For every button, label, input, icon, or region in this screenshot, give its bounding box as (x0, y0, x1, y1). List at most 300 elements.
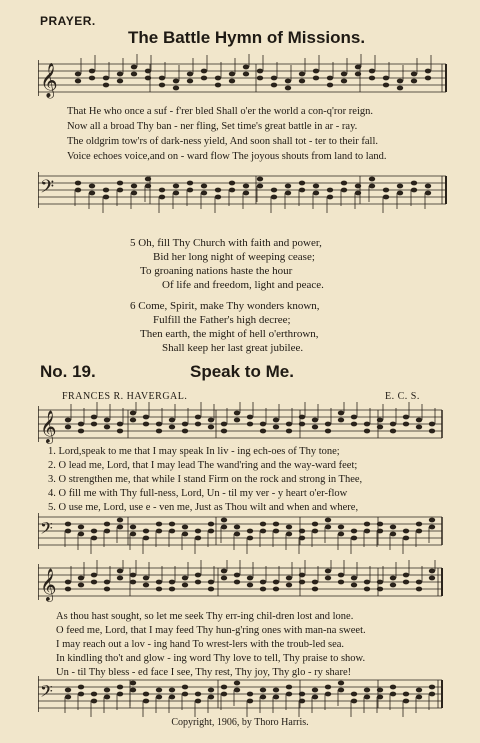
notehead (104, 688, 110, 693)
notehead (273, 418, 279, 423)
notehead (377, 529, 383, 534)
notehead (65, 425, 71, 430)
notehead (273, 695, 279, 700)
notehead (143, 699, 149, 704)
copyright-notice: Copyright, 1906, by Thoro Harris. (171, 717, 309, 728)
notehead (327, 76, 333, 81)
notehead (364, 522, 370, 527)
notehead (221, 569, 227, 574)
notehead (156, 529, 162, 534)
notehead (208, 587, 214, 592)
notehead (364, 688, 370, 693)
notehead (285, 86, 291, 91)
notehead (169, 695, 175, 700)
notehead (195, 580, 201, 585)
hymn1-bass-staff (38, 166, 468, 216)
notehead (130, 580, 136, 585)
notehead (247, 529, 253, 534)
notehead (416, 418, 422, 423)
notehead (351, 576, 357, 581)
notehead (260, 580, 266, 585)
notehead (312, 418, 318, 423)
stanza5-line-3: To groaning nations haste the hour (140, 265, 293, 277)
hymn2-number: No. 19. (40, 362, 96, 381)
notehead (247, 536, 253, 541)
notehead (182, 685, 188, 690)
hymn1-treble-staff (38, 54, 468, 104)
notehead (234, 688, 240, 693)
notehead (131, 191, 137, 196)
notehead (65, 587, 71, 592)
notehead (416, 425, 422, 430)
notehead (312, 529, 318, 534)
notehead (104, 580, 110, 585)
notehead (383, 188, 389, 193)
notehead (338, 681, 344, 686)
stanza6-line-3: Then earth, the might of hell o'erthrown, (140, 328, 319, 340)
notehead (355, 191, 361, 196)
notehead (325, 525, 331, 530)
notehead (117, 429, 123, 434)
notehead (299, 79, 305, 84)
notehead (369, 177, 375, 182)
notehead (377, 688, 383, 693)
notehead (143, 529, 149, 534)
hymn1-lyric-3: The oldgrim tow'rs of dark-ness yield, And soon shall tot - ter to their fall. (67, 136, 379, 147)
notehead (257, 184, 263, 189)
notehead (260, 587, 266, 592)
notehead (208, 688, 214, 693)
notehead (104, 522, 110, 527)
svg-text:𝄞: 𝄞 (40, 568, 57, 601)
notehead (351, 536, 357, 541)
notehead (117, 685, 123, 690)
hymn1-title: The Battle Hymn of Missions. (128, 28, 366, 47)
stanza5-line-2: Bid her long night of weeping cease; (153, 251, 315, 263)
notehead (130, 688, 136, 693)
notehead (243, 184, 249, 189)
notehead (260, 429, 266, 434)
notehead (390, 532, 396, 537)
notehead (156, 580, 162, 585)
notehead (159, 195, 165, 200)
notehead (403, 692, 409, 697)
notehead (201, 76, 207, 81)
notehead (243, 72, 249, 77)
notehead (273, 580, 279, 585)
notehead (78, 422, 84, 427)
notehead (313, 191, 319, 196)
svg-text:𝄢: 𝄢 (40, 518, 53, 542)
notehead (286, 422, 292, 427)
notehead (208, 580, 214, 585)
notehead (341, 181, 347, 186)
notehead (234, 681, 240, 686)
notehead (103, 188, 109, 193)
notehead (247, 583, 253, 588)
notehead (195, 699, 201, 704)
hymn2-bottom-lyric-3: I may reach out a lov - ing hand To wrest-lers with the troub-led sea. (56, 639, 345, 650)
notehead (78, 685, 84, 690)
notehead (117, 525, 123, 530)
notehead (257, 69, 263, 74)
notehead (208, 695, 214, 700)
notehead (338, 688, 344, 693)
notehead (429, 429, 435, 434)
hymn2-bass-staff-2 (38, 672, 458, 718)
notehead (78, 576, 84, 581)
hymn2-top-lyric-4: 4. O fill me with Thy full-ness, Lord, Un - til my ver - y heart o'er-flow (48, 488, 348, 499)
notehead (325, 685, 331, 690)
svg-text:𝄢: 𝄢 (40, 681, 53, 705)
notehead (234, 418, 240, 423)
stanza5-line-1: 5 Oh, fill Thy Church with faith and power, (130, 237, 322, 249)
notehead (182, 692, 188, 697)
notehead (201, 184, 207, 189)
notehead (130, 532, 136, 537)
notehead (313, 184, 319, 189)
notehead (271, 76, 277, 81)
notehead (273, 425, 279, 430)
notehead (247, 692, 253, 697)
notehead (416, 587, 422, 592)
notehead (429, 685, 435, 690)
notehead (429, 525, 435, 530)
notehead (403, 529, 409, 534)
notehead (403, 699, 409, 704)
notehead (145, 69, 151, 74)
notehead (271, 188, 277, 193)
notehead (243, 65, 249, 70)
notehead (425, 69, 431, 74)
notehead (104, 418, 110, 423)
notehead (221, 576, 227, 581)
notehead (429, 576, 435, 581)
notehead (377, 425, 383, 430)
notehead (131, 72, 137, 77)
notehead (130, 573, 136, 578)
notehead (143, 536, 149, 541)
notehead (117, 181, 123, 186)
notehead (338, 573, 344, 578)
notehead (351, 529, 357, 534)
notehead (403, 422, 409, 427)
notehead (117, 79, 123, 84)
notehead (195, 422, 201, 427)
notehead (89, 76, 95, 81)
notehead (131, 184, 137, 189)
notehead (313, 69, 319, 74)
svg-text:𝄢: 𝄢 (40, 177, 55, 202)
notehead (208, 529, 214, 534)
notehead (403, 536, 409, 541)
notehead (104, 425, 110, 430)
notehead (187, 79, 193, 84)
notehead (234, 411, 240, 416)
hymn1-lyric-2: Now all a broad Thy ban - ner fling, Set time's great battle in ar - ray. (67, 121, 358, 132)
svg-text:𝄞: 𝄞 (40, 410, 57, 443)
notehead (299, 692, 305, 697)
notehead (173, 191, 179, 196)
notehead (325, 569, 331, 574)
notehead (229, 188, 235, 193)
stanza6-line-1: 6 Come, Spirit, make Thy wonders known, (130, 300, 320, 312)
notehead (355, 72, 361, 77)
notehead (390, 525, 396, 530)
notehead (117, 188, 123, 193)
notehead (182, 576, 188, 581)
notehead (182, 583, 188, 588)
notehead (221, 422, 227, 427)
notehead (355, 184, 361, 189)
notehead (91, 422, 97, 427)
notehead (89, 69, 95, 74)
notehead (75, 188, 81, 193)
notehead (65, 688, 71, 693)
hymn2-top-lyric-5: 5. O use me, Lord, use e - ven me, Just as Thou wilt and when and where, (48, 502, 359, 513)
notehead (182, 422, 188, 427)
notehead (341, 79, 347, 84)
notehead (286, 576, 292, 581)
notehead (159, 76, 165, 81)
notehead (75, 72, 81, 77)
notehead (411, 181, 417, 186)
hymn2-bottom-lyric-5: Un - til Thy bless - ed face I see, Thy rest, Thy joy, Thy glo - ry share! (56, 667, 352, 678)
notehead (247, 576, 253, 581)
notehead (390, 576, 396, 581)
notehead (403, 415, 409, 420)
hymn2-top-lyric-3: 3. O strengthen me, that while I stand Firm on the rock and strong in Thee, (48, 474, 363, 485)
notehead (325, 429, 331, 434)
notehead (143, 576, 149, 581)
notehead (390, 685, 396, 690)
notehead (383, 76, 389, 81)
notehead (411, 79, 417, 84)
notehead (169, 418, 175, 423)
notehead (397, 184, 403, 189)
notehead (416, 580, 422, 585)
notehead (195, 415, 201, 420)
notehead (411, 188, 417, 193)
notehead (159, 188, 165, 193)
notehead (299, 699, 305, 704)
notehead (429, 518, 435, 523)
notehead (173, 86, 179, 91)
notehead (91, 580, 97, 585)
notehead (221, 525, 227, 530)
notehead (377, 418, 383, 423)
notehead (338, 532, 344, 537)
notehead (65, 418, 71, 423)
notehead (143, 692, 149, 697)
notehead (312, 695, 318, 700)
notehead (257, 177, 263, 182)
notehead (229, 181, 235, 186)
notehead (312, 425, 318, 430)
notehead (208, 418, 214, 423)
notehead (338, 525, 344, 530)
notehead (299, 573, 305, 578)
notehead (78, 525, 84, 530)
hymn2-top-lyric-1: 1. Lord,speak to me that I may speak In liv - ing ech-oes of Thy tone; (48, 446, 340, 457)
notehead (208, 425, 214, 430)
notehead (364, 529, 370, 534)
notehead (117, 569, 123, 574)
notehead (243, 191, 249, 196)
notehead (234, 580, 240, 585)
notehead (156, 429, 162, 434)
notehead (341, 72, 347, 77)
notehead (229, 72, 235, 77)
notehead (208, 522, 214, 527)
notehead (169, 688, 175, 693)
notehead (351, 699, 357, 704)
notehead (397, 86, 403, 91)
notehead (187, 188, 193, 193)
notehead (411, 72, 417, 77)
notehead (104, 529, 110, 534)
notehead (89, 184, 95, 189)
notehead (215, 195, 221, 200)
notehead (327, 195, 333, 200)
notehead (299, 580, 305, 585)
notehead (91, 415, 97, 420)
notehead (299, 72, 305, 77)
notehead (397, 191, 403, 196)
hymn2-composer: E. C. S. (385, 391, 420, 402)
section-label: PRAYER. (40, 14, 96, 28)
notehead (403, 573, 409, 578)
notehead (195, 692, 201, 697)
notehead (187, 72, 193, 77)
notehead (429, 692, 435, 697)
notehead (182, 429, 188, 434)
notehead (299, 536, 305, 541)
notehead (390, 429, 396, 434)
notehead (390, 692, 396, 697)
notehead (286, 532, 292, 537)
notehead (429, 422, 435, 427)
notehead (156, 522, 162, 527)
hymn2-bottom-lyric-2: O feed me, Lord, that I may feed Thy hun-g'ring ones with man-na sweet. (56, 625, 366, 636)
notehead (313, 76, 319, 81)
notehead (364, 422, 370, 427)
notehead (338, 418, 344, 423)
hymn2-bottom-lyric-1: As thou hast sought, so let me seek Thy err-ing chil-dren lost and lone. (56, 611, 354, 622)
notehead (285, 184, 291, 189)
notehead (75, 79, 81, 84)
notehead (299, 181, 305, 186)
notehead (273, 587, 279, 592)
notehead (195, 573, 201, 578)
notehead (234, 525, 240, 530)
notehead (260, 695, 266, 700)
notehead (221, 429, 227, 434)
hymn2-bass-staff-1 (38, 509, 458, 555)
notehead (173, 184, 179, 189)
notehead (75, 181, 81, 186)
notehead (145, 177, 151, 182)
notehead (145, 184, 151, 189)
notehead (145, 76, 151, 81)
notehead (187, 181, 193, 186)
notehead (215, 83, 221, 88)
notehead (195, 529, 201, 534)
notehead (390, 422, 396, 427)
notehead (215, 188, 221, 193)
notehead (103, 195, 109, 200)
notehead (182, 525, 188, 530)
notehead (325, 422, 331, 427)
notehead (286, 692, 292, 697)
notehead (286, 525, 292, 530)
notehead (78, 583, 84, 588)
notehead (201, 69, 207, 74)
notehead (299, 415, 305, 420)
notehead (91, 529, 97, 534)
notehead (156, 688, 162, 693)
notehead (351, 422, 357, 427)
hymn2-bottom-lyric-4: In kindling tho't and glow - ing word Thy love to tell, Thy praise to show. (56, 653, 366, 664)
notehead (221, 692, 227, 697)
notehead (130, 681, 136, 686)
notehead (89, 191, 95, 196)
notehead (156, 422, 162, 427)
notehead (416, 529, 422, 534)
notehead (403, 580, 409, 585)
notehead (65, 529, 71, 534)
notehead (364, 695, 370, 700)
notehead (338, 411, 344, 416)
notehead (159, 83, 165, 88)
notehead (117, 576, 123, 581)
notehead (369, 76, 375, 81)
notehead (299, 188, 305, 193)
notehead (425, 76, 431, 81)
notehead (65, 580, 71, 585)
notehead (425, 184, 431, 189)
notehead (286, 583, 292, 588)
notehead (364, 580, 370, 585)
stanza5-line-4: Of life and freedom, light and peace. (162, 279, 324, 291)
notehead (355, 65, 361, 70)
notehead (169, 587, 175, 592)
notehead (78, 429, 84, 434)
notehead (104, 695, 110, 700)
notehead (91, 692, 97, 697)
hymn1-lyric-4: Voice echoes voice,and on - ward flow The joyous shouts from land to land. (67, 151, 387, 162)
notehead (260, 529, 266, 534)
notehead (429, 569, 435, 574)
notehead (247, 415, 253, 420)
notehead (229, 79, 235, 84)
notehead (130, 411, 136, 416)
notehead (390, 583, 396, 588)
notehead (364, 587, 370, 592)
notehead (285, 79, 291, 84)
notehead (234, 573, 240, 578)
notehead (271, 83, 277, 88)
notehead (221, 685, 227, 690)
notehead (257, 76, 263, 81)
notehead (195, 536, 201, 541)
notehead (273, 688, 279, 693)
notehead (260, 522, 266, 527)
notehead (325, 692, 331, 697)
notehead (65, 522, 71, 527)
notehead (271, 195, 277, 200)
notehead (285, 191, 291, 196)
